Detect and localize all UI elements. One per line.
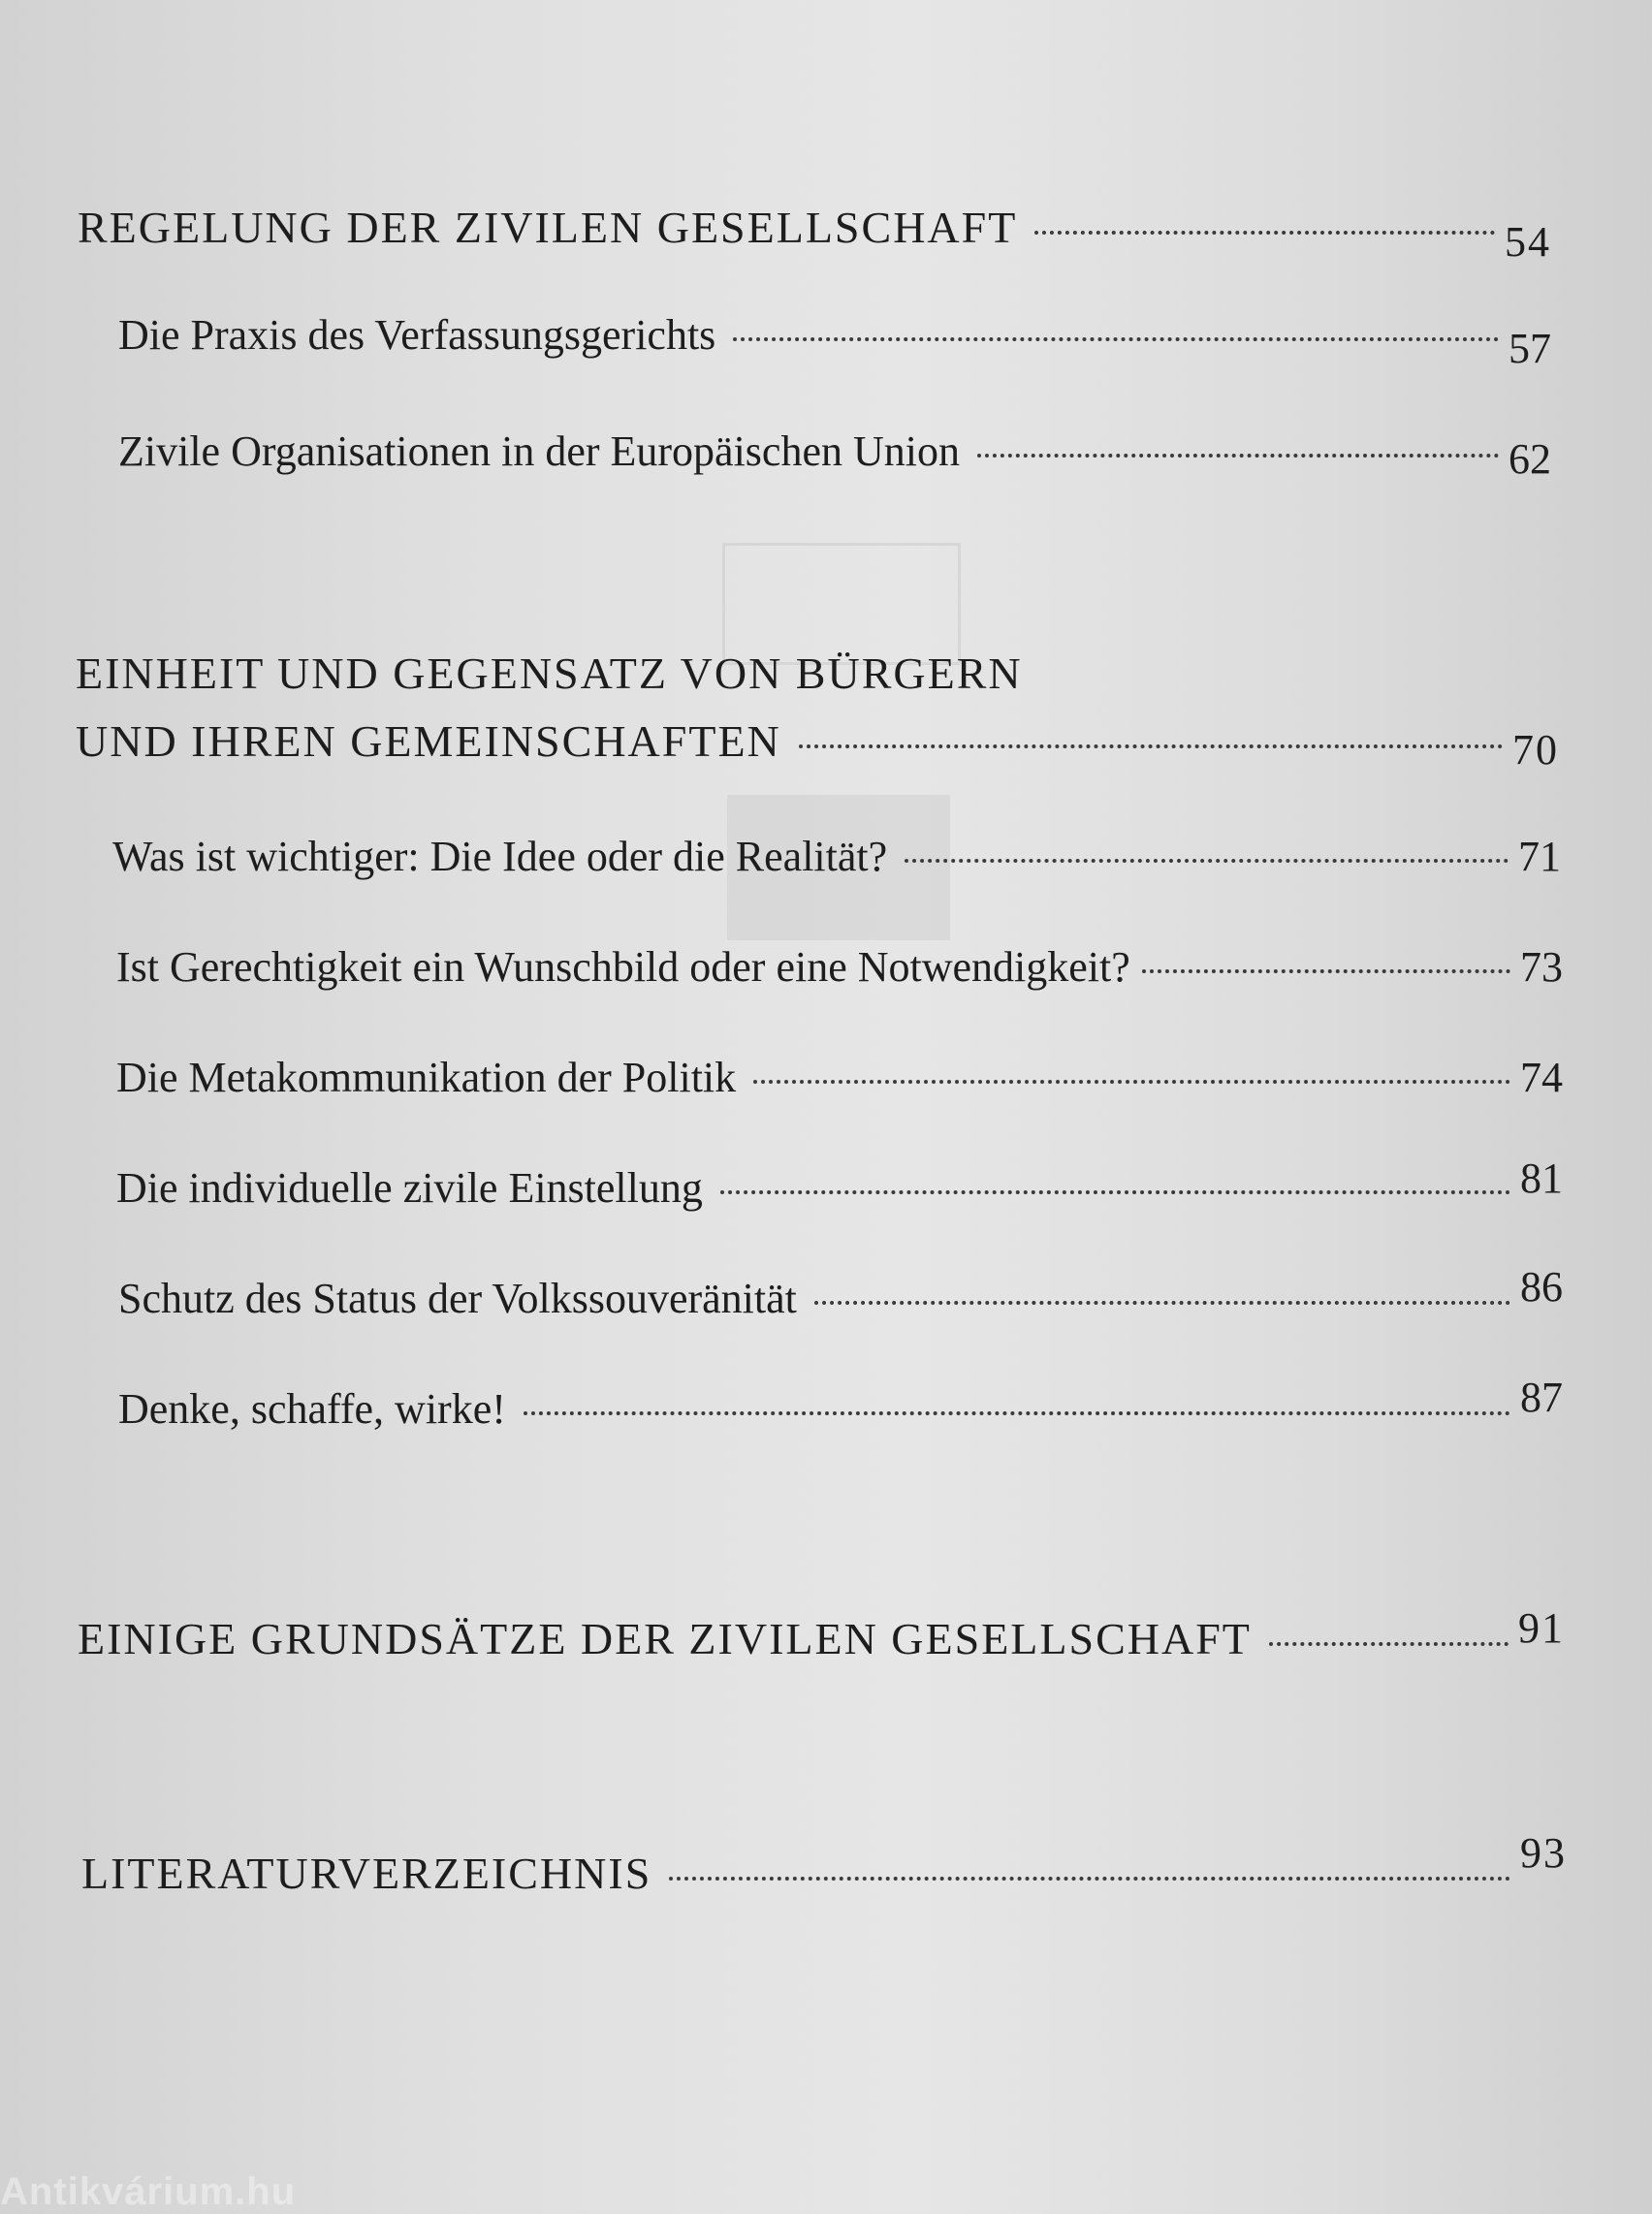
toc-section-title: Schutz des Status der Volkssouveränität xyxy=(118,1275,797,1322)
toc-chapter-1[interactable] xyxy=(78,202,1551,266)
toc-section-title: Die individuelle zivile Einstellung xyxy=(116,1164,703,1212)
leader-dots xyxy=(720,1190,1510,1194)
toc-section-2-4[interactable] xyxy=(116,1154,1563,1213)
toc-section-page: 86 xyxy=(1520,1263,1563,1311)
toc-section-1-2[interactable] xyxy=(118,427,1551,483)
toc-section-title: Die Praxis des Verfassungsgerichts xyxy=(118,311,716,359)
leader-dots xyxy=(753,1080,1510,1084)
toc-section-page: 73 xyxy=(1520,943,1563,991)
leader-dots xyxy=(1142,969,1510,973)
toc-chapter-4-title: LITERATURVERZEICHNIS xyxy=(81,1849,652,1898)
toc-chapter-2-page: 70 xyxy=(1512,726,1559,774)
toc-chapter-1-title: REGELUNG DER ZIVILEN GESELLSCHAFT xyxy=(78,203,1018,252)
leader-dots xyxy=(1034,231,1495,235)
toc-section-title: Zivile Organisationen in der Europäischen Union xyxy=(118,427,960,475)
toc-chapter-2-title-line1: EINHEIT UND GEGENSATZ VON BÜRGERN xyxy=(76,648,1023,698)
toc-section-page: 81 xyxy=(1520,1154,1563,1202)
toc-section-2-1[interactable] xyxy=(112,832,1561,881)
toc-section-page: 87 xyxy=(1520,1374,1563,1421)
toc-chapter-4-page: 93 xyxy=(1520,1829,1567,1877)
toc-section-page: 74 xyxy=(1520,1054,1563,1101)
toc-chapter-2-line2[interactable] xyxy=(76,715,1559,774)
toc-chapter-1-page: 54 xyxy=(1505,218,1551,266)
toc-chapter-4[interactable] xyxy=(81,1829,1567,1899)
toc-chapter-3-title: EINIGE GRUNDSÄTZE DER ZIVILEN GESELLSCHAFT xyxy=(78,1614,1252,1663)
leader-dots xyxy=(799,744,1503,748)
toc-section-title: Die Metakommunikation der Politik xyxy=(116,1054,737,1101)
toc-section-2-6[interactable] xyxy=(118,1374,1563,1434)
toc-section-title: Was ist wichtiger: Die Idee oder die Realität? xyxy=(112,833,888,880)
leader-dots xyxy=(1269,1642,1509,1646)
toc-section-2-5[interactable] xyxy=(118,1263,1563,1323)
toc-section-2-3[interactable] xyxy=(116,1053,1563,1102)
leader-dots xyxy=(905,859,1509,863)
toc-chapter-3-page: 91 xyxy=(1518,1604,1565,1652)
leader-dots xyxy=(977,454,1499,458)
toc-section-title: Ist Gerechtigkeit ein Wunschbild oder eine Notwendigkeit? xyxy=(116,943,1130,991)
leader-dots xyxy=(733,337,1499,341)
toc-section-2-2[interactable] xyxy=(116,942,1563,992)
leader-dots xyxy=(524,1411,1510,1415)
toc-section-1-1[interactable] xyxy=(118,310,1551,372)
watermark: Antikvárium.hu xyxy=(0,2170,297,2213)
toc-section-title: Denke, schaffe, wirke! xyxy=(118,1385,506,1433)
toc-chapter-2-line1[interactable] xyxy=(76,648,1142,699)
toc-section-page: 62 xyxy=(1509,435,1551,483)
leader-dots xyxy=(814,1301,1510,1305)
toc-section-page: 57 xyxy=(1509,325,1551,372)
toc-chapter-2-title-line2: UND IHREN GEMEINSCHAFTEN xyxy=(76,716,781,766)
toc-chapter-3[interactable] xyxy=(78,1604,1565,1664)
leader-dots xyxy=(669,1877,1510,1881)
toc-section-page: 71 xyxy=(1518,833,1561,880)
